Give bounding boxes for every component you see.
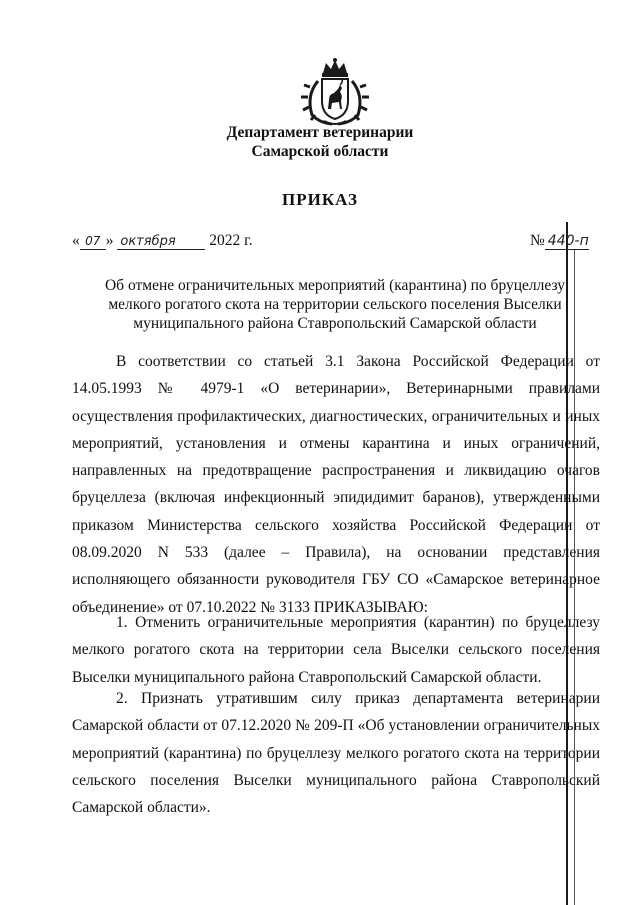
date-close-quote: » <box>105 232 114 249</box>
date-open-quote: « <box>72 232 80 249</box>
handwritten-number: 440-п <box>545 234 589 250</box>
handwritten-month: октября <box>117 234 205 250</box>
number-prefix: № <box>530 232 545 249</box>
date-year: 2022 г. <box>209 232 253 249</box>
department-name-line2: Самарской области <box>251 143 389 160</box>
preamble-paragraph: В соответствии со статьей 3.1 Закона Российской Федерации от 14.05.1993 № 4979-1 «О ветеринарии», Ветеринарными правилами осуществления профилактических, диагностических, ограничительных и иных мероприятий, установления и отмены карантина и иных ограничений, направленных на предотвращение распространения и ликвидацию очагов бруцеллеза (включая инфекционный эпидидимит баранов), утвержденными приказом Министерства сельского хозяйства Российской Федерации от 08.09.2020 N 533 (далее – Правила), на основании представления исполняющего обязанности руководителя ГБУ СО «Самарское ветеринарное объединение» от 07.10.2022 № 3133 ПРИКАЗЫВАЮ: <box>72 353 600 616</box>
department-name-line1: Департамент ветеринарии <box>226 124 414 141</box>
order-item-1: 1. Отменить ограничительные мероприятия (карантин) по бруцеллезу мелкого рогатого скота на территории села Выселки сельского поселения Выселки муниципального района Ставропольский Самарской области. <box>72 614 600 686</box>
order-subject: Об отмене ограничительных мероприятий (карантина) по бруцеллезу мелкого рогатого скота на территории сельского поселения Выселки муниципального района Ставропольский Самарской области <box>104 277 566 332</box>
order-date <box>72 232 253 250</box>
samara-oblast-coat-of-arms-icon <box>296 57 374 127</box>
order-number <box>530 232 589 250</box>
document-title: ПРИКАЗ <box>282 190 358 209</box>
handwritten-day: 07 <box>80 234 106 250</box>
order-item-2: 2. Признать утратившим силу приказ департамента ветеринарии Самарской области от 07.12.2020 № 209-П «Об установлении ограничительных мероприятий (карантина) по бруцеллезу мелкого рогатого скота на территории сельского поселения Выселки муниципального района Ставропольский Самарской области». <box>72 690 600 817</box>
